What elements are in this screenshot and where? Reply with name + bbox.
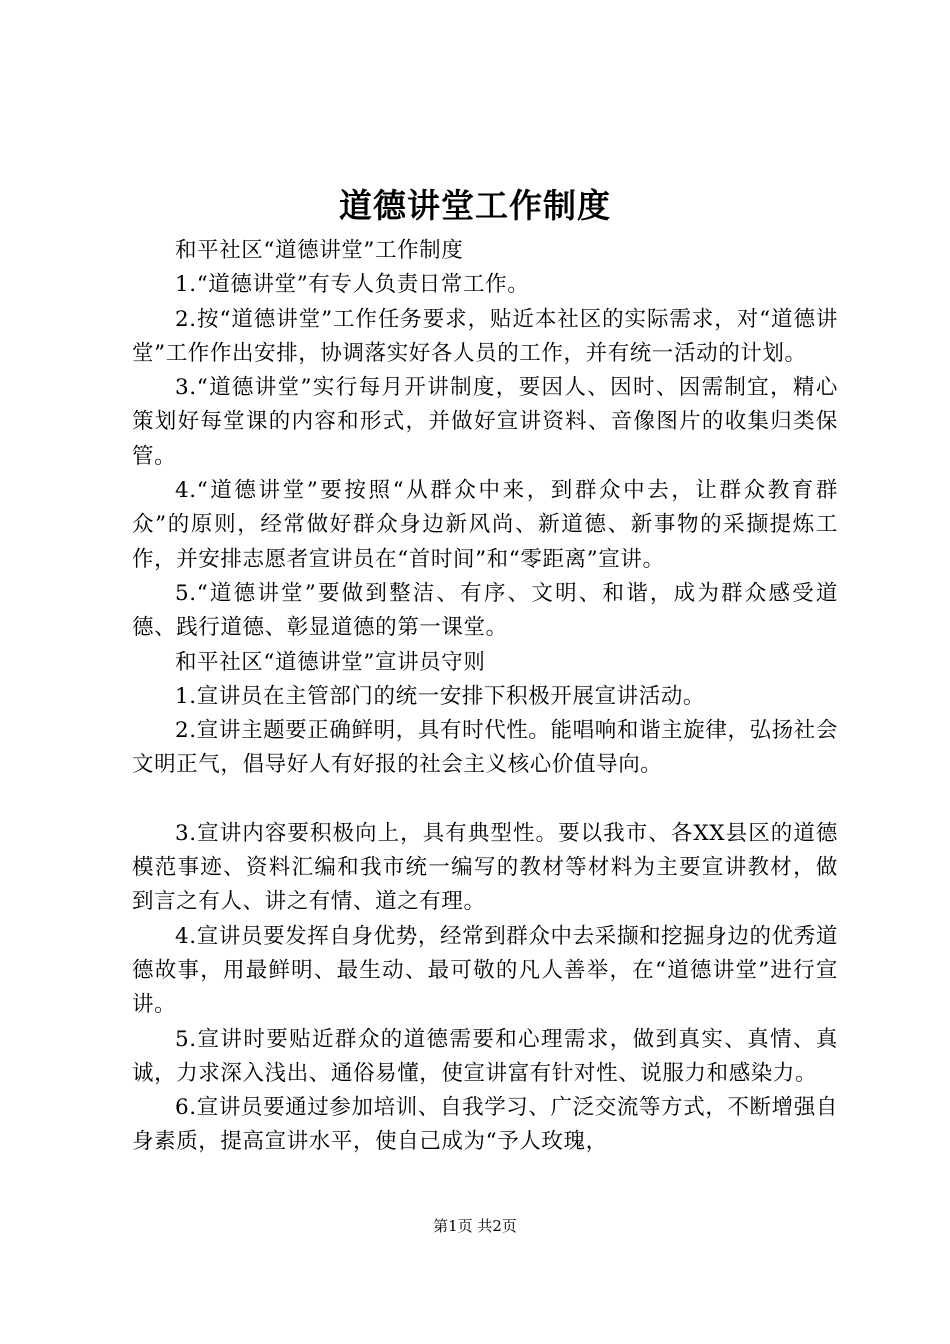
paragraph: 5.“道德讲堂”要做到整洁、有序、文明、和谐，成为群众感受道德、践行道德、彰显道德的第一课堂。 bbox=[132, 580, 838, 641]
paragraph: 4.宣讲员要发挥自身优势，经常到群众中去采撷和挖掘身边的优秀道德故事，用最鲜明、最生动、最可敬的凡人善举，在“道德讲堂”进行宣讲。 bbox=[132, 923, 838, 1018]
paragraph: 6.宣讲员要通过参加培训、自我学习、广泛交流等方式，不断增强自身素质，提高宣讲水平，使自己成为“予人玫瑰， bbox=[132, 1095, 838, 1155]
paragraph: 3.“道德讲堂”实行每月开讲制度，要因人、因时、因需制宜，精心策划好每堂课的内容和形式，并做好宣讲资料、音像图片的收集归类保管。 bbox=[132, 375, 838, 469]
paragraph: 4.“道德讲堂”要按照“从群众中来，到群众中去，让群众教育群众”的原则，经常做好群众身边新风尚、新道德、新事物的采撷提炼工作，并安排志愿者宣讲员在“首时间”和“零距离”宣讲。 bbox=[132, 478, 838, 572]
paragraph: 1.宣讲员在主管部门的统一安排下积极开展宣讲活动。 bbox=[175, 683, 706, 709]
paragraph: 2.按“道德讲堂”工作任务要求，贴近本社区的实际需求，对“道德讲堂”工作作出安排，协调落实好各人员的工作，并有统一活动的计划。 bbox=[132, 306, 838, 366]
paragraph: 和平社区“道德讲堂”宣讲员守则 bbox=[175, 649, 486, 675]
paragraph: 3.宣讲内容要积极向上，具有典型性。要以我市、各XX县区的道德模范事迹、资料汇编和我市统一编写的教材等材料为主要宣讲教材，做到言之有人、讲之有情、道之有理。 bbox=[132, 820, 838, 915]
document-title: 道德讲堂工作制度 bbox=[339, 186, 611, 225]
paragraph: 和平社区“道德讲堂”工作制度 bbox=[175, 238, 464, 263]
document-body bbox=[132, 234, 838, 1160]
page-footer: 第1页 共2页 bbox=[433, 1217, 517, 1235]
paragraph: 5.宣讲时要贴近群众的道德需要和心理需求，做到真实、真情、真诚，力求深入浅出、通俗易懂，使宣讲富有针对性、说服力和感染力。 bbox=[132, 1026, 838, 1086]
paragraph: 1.“道德讲堂”有专人负责日常工作。 bbox=[175, 272, 530, 298]
paragraph: 2.宣讲主题要正确鲜明，具有时代性。能唱响和谐主旋律，弘扬社会文明正气，倡导好人有好报的社会主义核心价值导向。 bbox=[132, 718, 838, 778]
